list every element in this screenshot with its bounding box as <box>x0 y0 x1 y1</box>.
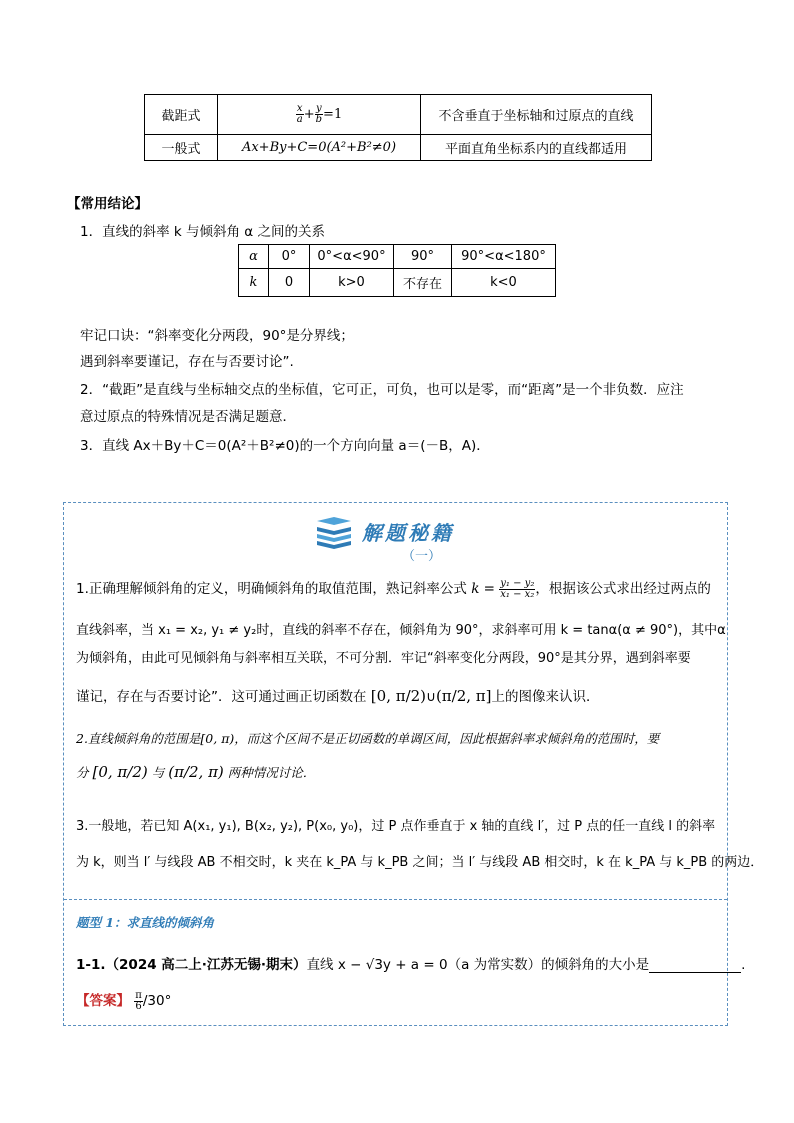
tip-3-line-1: 3.一般地，若已知 A(x₁, y₁), B(x₂, y₂), P(x₀, y₀)，过 P 点作垂直于 x 轴的直线 l′，过 P 点的任一直线 l 的斜率 <box>76 819 716 834</box>
section-divider <box>64 899 727 900</box>
table-cell: 0°<α<90° <box>310 245 394 269</box>
form-name-cell: 截距式 <box>145 95 218 135</box>
table-cell: k>0 <box>310 269 394 297</box>
line-form-table <box>144 94 652 161</box>
table-cell: 0° <box>269 245 310 269</box>
book-stack-icon <box>314 515 354 551</box>
intercept-formula: $\frac{x}{a}$ + $\frac{y}{b}$ =1 <box>296 103 343 125</box>
conclusion-2-line-2: 意过原点的特殊情况是否满足题意． <box>80 409 296 425</box>
table-cell: k <box>239 269 269 297</box>
answer-blank[interactable] <box>649 959 741 973</box>
section-header <box>314 513 494 563</box>
table-cell: α <box>239 245 269 269</box>
tip-1-line-2: 直线斜率，当 x₁ = x₂, y₁ ≠ y₂时，直线的斜率不存在，倾斜角为 90°，求斜率可用 k = tanα(α ≠ 90°)，其中α <box>76 623 726 638</box>
topic-heading: 题型 1：求直线的倾斜角 <box>76 915 215 930</box>
table-cell: k<0 <box>452 269 556 297</box>
form-name-cell: 一般式 <box>145 135 218 161</box>
mnemonic-line-2: 遇到斜率要谨记，存在与否要讨论”. <box>80 354 294 370</box>
section-title: 解题秘籍 <box>362 521 454 545</box>
tip-1-line-4: 谨记，存在与否要讨论”．这可通过画正切函数在 [0, π/2)∪(π/2, π]上的图像来认识． <box>76 687 600 705</box>
conclusion-3: 3．直线 Ax＋By＋C＝0(A²＋B²≠0)的一个方向向量 a＝(－B，A)． <box>80 438 490 454</box>
form-formula-cell: Ax+By+C=0(A²+B²≠0) <box>218 135 421 161</box>
tip-2-line-2: 分 [0, π/2) 与 (π/2, π) 两种情况讨论． <box>76 763 316 781</box>
form-scope-cell: 平面直角坐标系内的直线都适用 <box>421 135 652 161</box>
conclusion-2-line-1: 2．“截距”是直线与坐标轴交点的坐标值，它可正，可负，也可以是零，而“距离”是一个非负数．应注 <box>80 382 684 398</box>
form-scope-cell: 不含垂直于坐标轴和过原点的直线 <box>421 95 652 135</box>
table-cell: 不存在 <box>394 269 452 297</box>
table-cell: 0 <box>269 269 310 297</box>
form-formula-cell <box>218 95 421 135</box>
answer-line: 【答案】 $\frac{\pi}{6}$ /30° <box>76 989 172 1012</box>
mnemonic-line-1: 牢记口诀：“斜率变化分两段，90°是分界线； <box>80 328 354 344</box>
tip-1-line-1: 1.正确理解倾斜角的定义，明确倾斜角的取值范围，熟记斜率公式 k = $\frac{\text{y₁ − y₂}}{\text{x₁ − x₂}}$ ，根据该公式求出经过两点的 <box>76 577 711 600</box>
section-subtitle: （一） <box>402 549 442 564</box>
table-cell: 90° <box>394 245 452 269</box>
tip-3-line-2: 为 k，则当 l′ 与线段 AB 不相交时，k 夹在 k_PA 与 k_PB 之间；当 l′ 与线段 AB 相交时，k 在 k_PA 与 k_PB 的两边． <box>76 855 764 870</box>
conclusion-1: 1．直线的斜率 k 与倾斜角 α 之间的关系 <box>80 224 325 240</box>
question-1-1: 1-1.（2024 高二上·江苏无锡·期末）直线 x − √3y + a = 0（a 为常实数）的倾斜角的大小是 . <box>76 957 746 973</box>
tip-1-line-3: 为倾斜角，由此可见倾斜角与斜率相互关联，不可分割．牢记“斜率变化分两段，90°是其分界，遇到斜率要 <box>76 651 691 666</box>
solution-tips-box <box>63 502 764 1026</box>
angle-slope-table <box>238 244 556 297</box>
table-cell: 90°<α<180° <box>452 245 556 269</box>
common-conclusions-heading: 【常用结论】 <box>67 196 148 212</box>
tip-2-line-1: 2.直线倾斜角的范围是[0, π)，而这个区间不是正切函数的单调区间，因此根据斜率求倾斜角的范围时，要 <box>76 731 660 746</box>
